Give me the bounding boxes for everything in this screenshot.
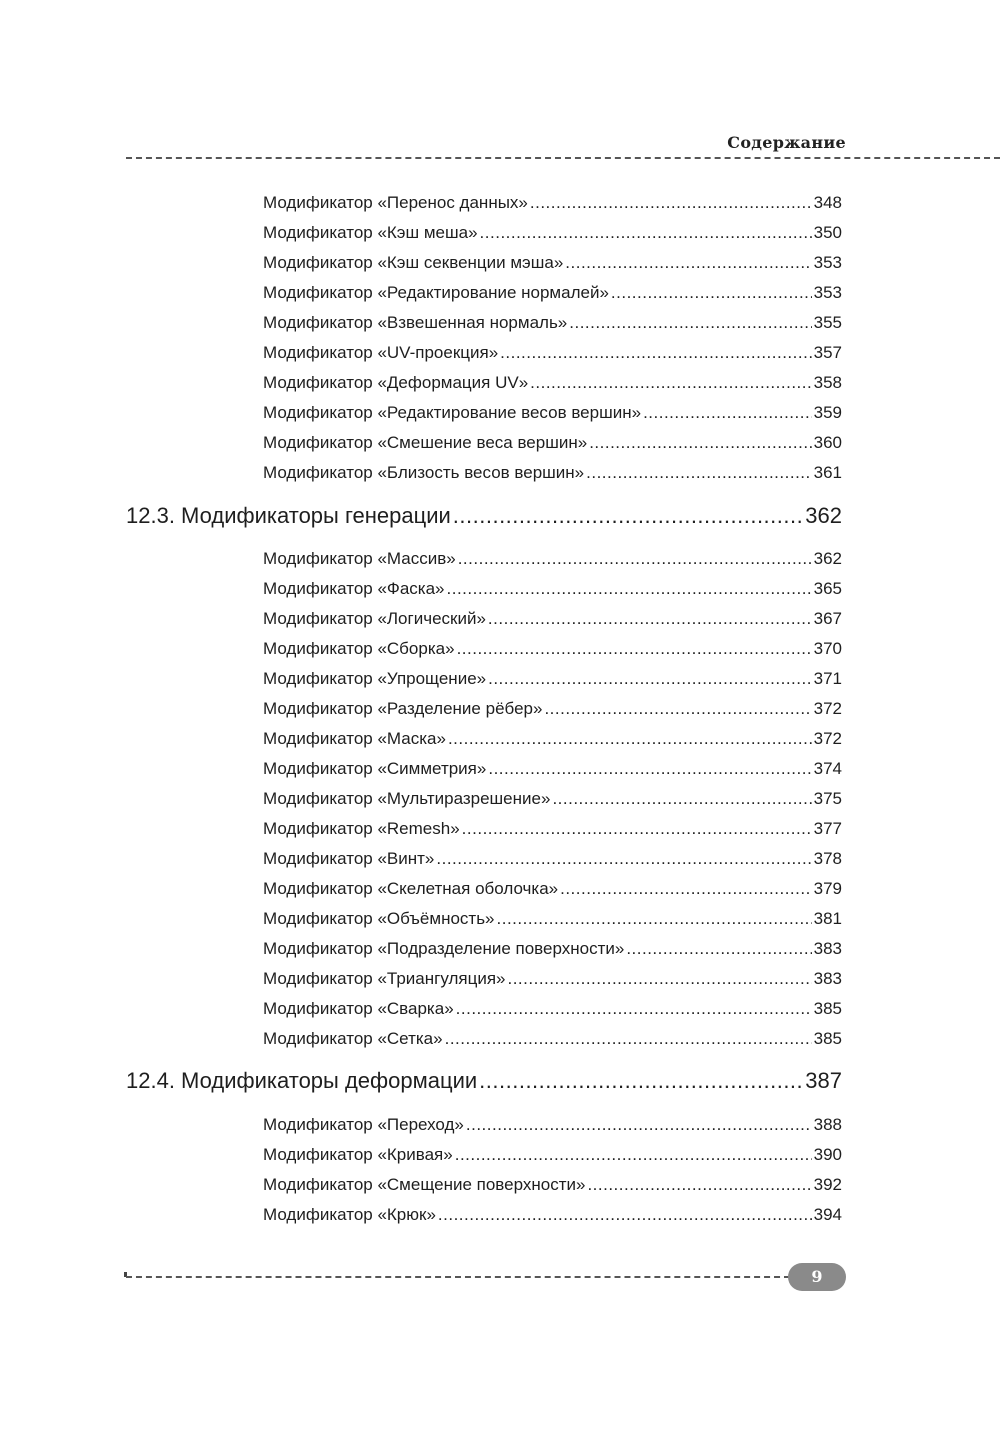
toc-entry[interactable]: Модификатор «Кривая» ..... 390 (263, 1144, 842, 1166)
toc-entry[interactable]: Модификатор «Деформация UV» ..... 358 (263, 372, 842, 394)
toc-section-heading[interactable]: 12.3. Модификаторы генерации ..... 362 (126, 502, 842, 530)
footer-dashed-rule (126, 1276, 790, 1278)
toc-entry[interactable]: Модификатор «Смешение веса вершин» ..... 360 (263, 432, 842, 454)
toc-entry[interactable]: Модификатор «Сетка» ..... 385 (263, 1028, 842, 1050)
toc-entry[interactable]: Модификатор «Мультиразрешение» ..... 375 (263, 788, 842, 810)
toc-entry[interactable]: Модификатор «Переход» ..... 388 (263, 1114, 842, 1136)
header-dashed-rule (126, 157, 1000, 159)
toc-entry[interactable]: Модификатор «Сварка» ..... 385 (263, 998, 842, 1020)
toc-entry[interactable]: Модификатор «Симметрия» ..... 374 (263, 758, 842, 780)
toc-entry[interactable]: Модификатор «Редактирование весов вершин» ..... 359 (263, 402, 842, 424)
toc-entry[interactable]: Модификатор «Фаска» ..... 365 (263, 578, 842, 600)
toc-entry[interactable]: Модификатор «Скелетная оболочка» ..... 379 (263, 878, 842, 900)
toc-entry[interactable]: Модификатор «Объёмность» ..... 381 (263, 908, 842, 930)
toc-entry[interactable]: Модификатор «Remesh» ..... 377 (263, 818, 842, 840)
running-header-title: Содержание (727, 133, 846, 152)
toc-entry[interactable]: Модификатор «Взвешенная нормаль» ..... 355 (263, 312, 842, 334)
toc-entry[interactable]: Модификатор «Триангуляция» ..... 383 (263, 968, 842, 990)
page-number-badge: 9 (788, 1263, 846, 1291)
toc-entry[interactable]: Модификатор «Близость весов вершин» ..... 361 (263, 462, 842, 484)
toc-entry[interactable]: Модификатор «Кэш секвенции мэша» ..... 353 (263, 252, 842, 274)
toc-entry[interactable]: Модификатор «Сборка» ..... 370 (263, 638, 842, 660)
toc-entry[interactable]: Модификатор «Смещение поверхности» ..... 392 (263, 1174, 842, 1196)
toc-section-heading[interactable]: 12.4. Модификаторы деформации ..... 387 (126, 1067, 842, 1095)
toc-entry[interactable]: Модификатор «Крюк» ..... 394 (263, 1204, 842, 1226)
toc-entry[interactable]: Модификатор «Логический» ..... 367 (263, 608, 842, 630)
toc-entry[interactable]: Модификатор «Редактирование нормалей» ..... 353 (263, 282, 842, 304)
toc-entry[interactable]: Модификатор «Разделение рёбер» ..... 372 (263, 698, 842, 720)
toc-entry[interactable]: Модификатор «Маска» ..... 372 (263, 728, 842, 750)
toc-entry[interactable]: Модификатор «Массив» ..... 362 (263, 548, 842, 570)
toc-entry[interactable]: Модификатор «Подразделение поверхности» ..... 383 (263, 938, 842, 960)
toc-entry[interactable]: Модификатор «Перенос данных» ..... 348 (263, 192, 842, 214)
toc-entry[interactable]: Модификатор «Винт» ..... 378 (263, 848, 842, 870)
toc-entry[interactable]: Модификатор «Упрощение» ..... 371 (263, 668, 842, 690)
toc-entry[interactable]: Модификатор «UV-проекция» ..... 357 (263, 342, 842, 364)
toc-entry[interactable]: Модификатор «Кэш меша» ..... 350 (263, 222, 842, 244)
